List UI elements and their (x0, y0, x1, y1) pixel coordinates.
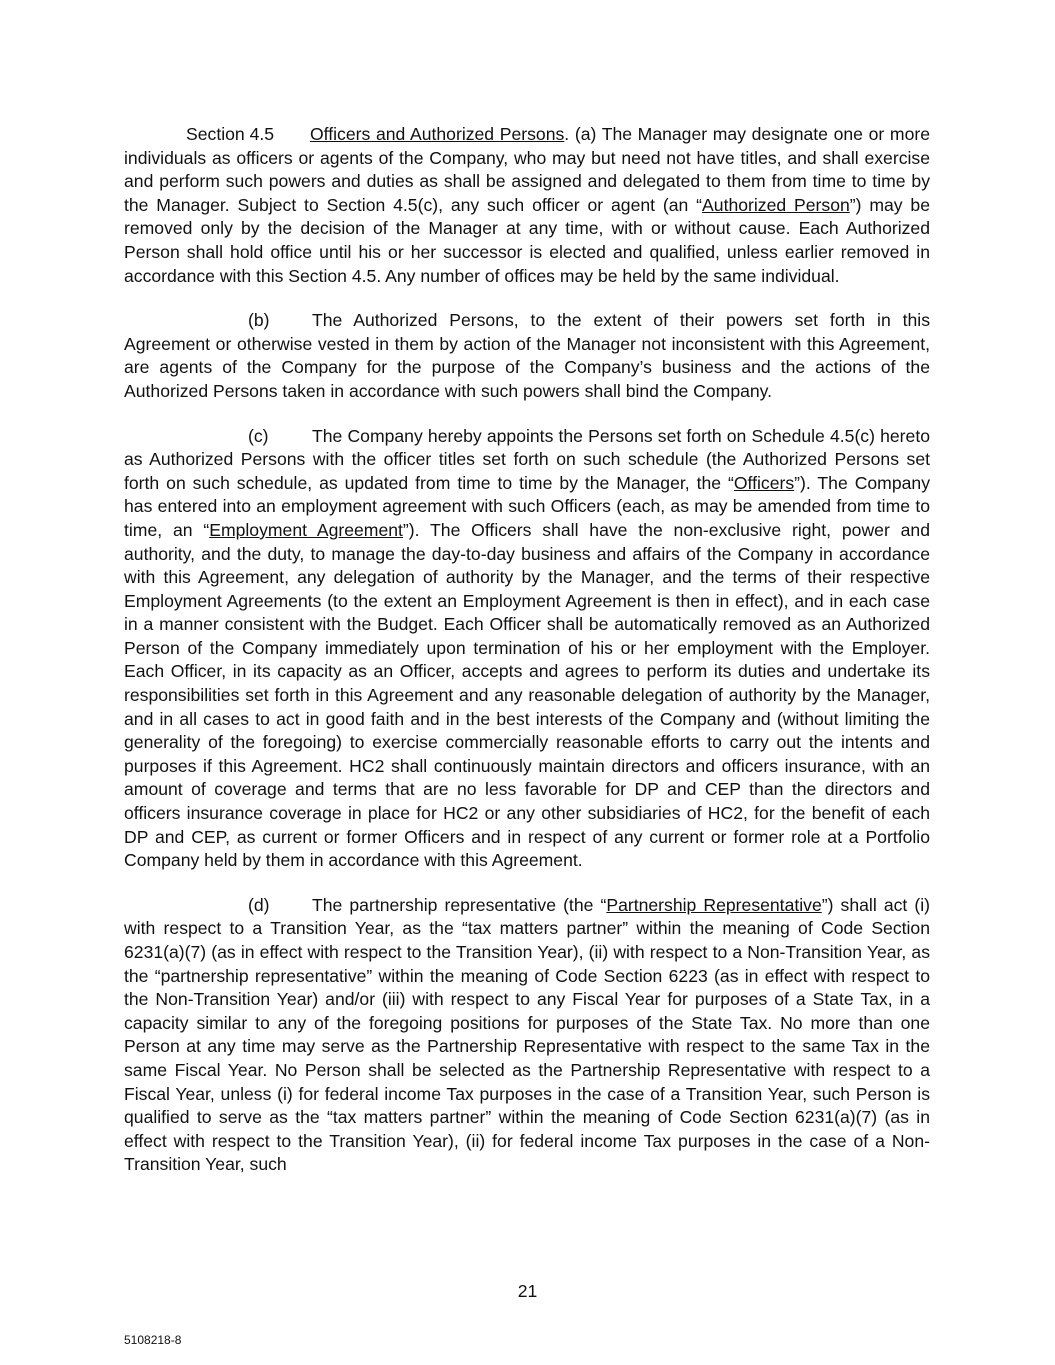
document-body (124, 123, 930, 1198)
paragraph-label-b: (b) (248, 310, 270, 331)
page-number: 21 (517, 1281, 538, 1301)
defined-term-partnership-representative: Partnership Representative (606, 894, 822, 915)
defined-term-employment-agreement: Employment Agreement (209, 519, 403, 540)
paragraph-label-c: (c) (248, 425, 269, 446)
document-id: 5108218-8 (124, 1333, 182, 1347)
paragraph-b: (b) The Authorized Persons, to the extent of their powers set forth in this Agreement or otherwise vested in them by action of the Manager not inconsistent with this Agreement, are agents of the Company for the purpose of the Company’s business and the actions of the Authorized Persons taken in accordance with such powers shall bind the Company. (124, 310, 930, 401)
section-number: Section 4.5 (186, 124, 275, 144)
paragraph-label-a: (a) (574, 124, 597, 144)
paragraph-d: (d) The partnership representative (the “Partnership Representative”) shall act (i) with respect to a Transition Year, as the “tax matters partner” within the meaning of Code Section 6231(a)(7) (as in effect with respect to the Transition Year), (ii) with respect to a Non-Transition Year, as the “partnership representative” within the meaning of Code Section 6223 (as in effect with respect to the Non-Transition Year) and/or (iii) with respect to any Fiscal Year for purposes of a State Tax, in a capacity similar to any of the foregoing positions for purposes of the State Tax. No more than one Person at any time may serve as the Partnership Representative with respect to the same Tax in the same Fiscal Year. No Person shall be selected as the Partnership Representative with respect to a Fiscal Year, unless (i) for federal income Tax purposes in the case of a Transition Year, such Person is qualified to serve as the “tax matters partner” within the meaning of Code Section 6231(a)(7) (as in effect with respect to the Transition Year), (ii) for federal income Tax purposes in the case of a Non-Transition Year, such (124, 894, 930, 1175)
paragraph-label-d: (d) (248, 894, 270, 915)
section-heading: Officers and Authorized Persons (310, 124, 565, 144)
defined-term-officers: Officers (733, 472, 795, 493)
defined-term-authorized-person: Authorized Person (702, 194, 850, 215)
paragraph-c: (c) The Company hereby appoints the Persons set forth on Schedule 4.5(c) hereto as Authorized Persons with the officer titles set forth on such schedule (the Authorized Persons set forth on such schedule, as updated from time to time by the Manager, the “Officers”). The Company has entered into an employment agreement with such Officers (each, as may be amended from time to time, an “Employment Agreement”). The Officers shall have the non-exclusive right, power and authority, and the duty, to manage the day-to-day business and affairs of the Company in accordance with this Agreement, any delegation of authority by the Manager, and the terms of their respective Employment Agreements (to the extent an Employment Agreement is then in effect), and in each case in a manner consistent with the Budget. Each Officer shall be automatically removed as an Authorized Person of the Company immediately upon termination of his or her employment with the Employer. Each Officer, in its capacity as an Officer, accepts and agrees to perform its duties and undertake its responsibilities set forth in this Agreement and any reasonable delegation of authority by the Manager, and in all cases to act in good faith and in the best interests of the Company and (without limiting the generality of the foregoing) to exercise commercially reasonable efforts to carry out the intents and purposes if this Agreement. HC2 shall continuously maintain directors and officers insurance, with an amount of coverage and terms that are no less favorable for DP and CEP than the directors and officers insurance coverage in place for HC2 or any other subsidiaries of HC2, for the benefit of each DP and CEP, as current or former Officers and in respect of any current or former role at a Portfolio Company held by them in accordance with this Agreement. (124, 425, 930, 871)
section-4-5-paragraph-a: Section 4.5 Officers and Authorized Persons. (a) The Manager may designate one or more individuals as officers or agents of the Company, who may but need not have titles, and shall exercise and perform such powers and duties as shall be assigned and delegated to them from time to time by the Manager. Subject to Section 4.5(c), any such officer or agent (an “Authorized Person”) may be removed only by the decision of the Manager at any time, with or without cause. Each Authorized Person shall hold office until his or her successor is elected and qualified, unless earlier removed in accordance with this Section 4.5. Any number of offices may be held by the same individual. (124, 124, 930, 286)
